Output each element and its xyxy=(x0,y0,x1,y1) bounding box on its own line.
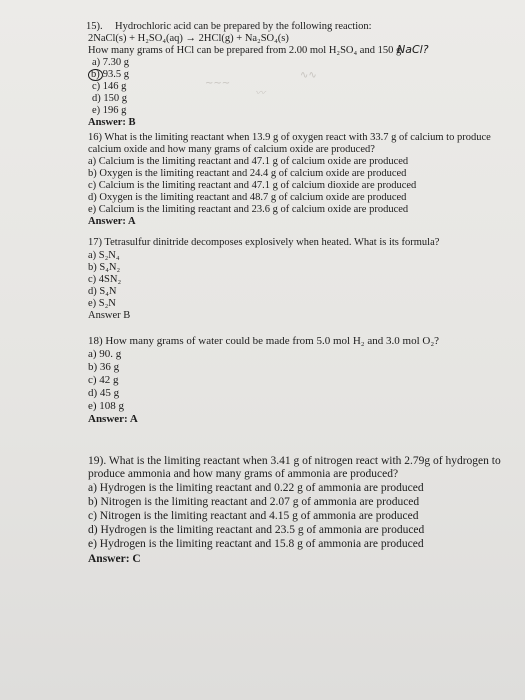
q18-option-a: a) 90. g xyxy=(88,348,122,360)
q19-option-d: d) Hydrogen is the limiting reactant and 23.5 g of ammonia are produced xyxy=(88,524,425,536)
pencil-scribble-mark: 〰 xyxy=(255,88,265,99)
q16-question-line-2: calcium oxide and how many grams of calcium oxide are produced? xyxy=(88,144,375,155)
q17-option-d: d) S₄N xyxy=(88,286,117,297)
q15-question: Hydrochloric acid can be prepared by the following reaction: xyxy=(115,21,372,32)
q19-question-line-1: 19). What is the limiting reactant when 3.41 g of nitrogen react with 2.79g of hydrogen to xyxy=(88,455,501,467)
q17-option-c: c) 4SN₂ xyxy=(88,274,122,285)
q15-option-a: a) 7.30 g xyxy=(92,57,130,68)
q16-option-c: c) Calcium is the limiting reactant and 47.1 g of calcium dioxide are produced xyxy=(88,180,417,191)
q16-option-e: e) Calcium is the limiting reactant and 23.6 g of calcium oxide are produced xyxy=(88,204,409,215)
q15-handwritten-note: NaCl? xyxy=(397,43,429,56)
q17-option-b: b) S₄N₂ xyxy=(88,262,121,273)
q18-option-e: e) 108 g xyxy=(88,400,125,412)
q18-question: 18) How many grams of water could be made from 5.0 mol H₂ and 3.0 mol O₂? xyxy=(88,335,440,347)
q18-option-d: d) 45 g xyxy=(88,387,120,399)
q16-answer: Answer: A xyxy=(88,216,136,227)
q19-option-a: a) Hydrogen is the limiting reactant and 0.22 g of ammonia are produced xyxy=(88,482,424,494)
q15-option-b: b) 93.5 g xyxy=(88,69,129,81)
q15-option-c: c) 146 g xyxy=(92,81,127,92)
q15-option-d: d) 150 g xyxy=(92,93,127,104)
q17-answer: Answer B xyxy=(88,310,131,321)
q17-question: 17) Tetrasulfur dinitride decomposes explosively when heated. What is its formula? xyxy=(88,237,440,248)
q15-number: 15). xyxy=(86,21,103,32)
pencil-scribble-mark: ~~~ xyxy=(205,78,231,89)
q19-question-line-2: produce ammonia and how many grams of ammonia are produced? xyxy=(88,468,399,480)
q18-option-c: c) 42 g xyxy=(88,374,119,386)
q16-question-line-1: 16) What is the limiting reactant when 13.9 g of oxygen react with 33.7 g of calcium to produce xyxy=(88,132,491,143)
pencil-scribble-mark: ∿∿ xyxy=(300,70,317,81)
q15-option-e: e) 196 g xyxy=(92,105,127,116)
q15-prompt: How many grams of HCl can be prepared from 2.00 mol H₂SO₄ and 150 g xyxy=(88,45,402,56)
circled-answer-mark: b) xyxy=(88,69,103,81)
q19-option-b: b) Nitrogen is the limiting reactant and 2.07 g of ammonia are produced xyxy=(88,496,420,508)
q16-option-b: b) Oxygen is the limiting reactant and 24.4 g of calcium oxide are produced xyxy=(88,168,407,179)
q19-option-c: c) Nitrogen is the limiting reactant and 4.15 g of ammonia are produced xyxy=(88,510,419,522)
q18-option-b: b) 36 g xyxy=(88,361,120,373)
q16-option-a: a) Calcium is the limiting reactant and 47.1 g of calcium oxide are produced xyxy=(88,156,409,167)
q16-option-d: d) Oxygen is the limiting reactant and 48.7 g of calcium oxide are produced xyxy=(88,192,407,203)
q15-answer: Answer: B xyxy=(88,117,136,128)
q17-option-e: e) S₂N xyxy=(88,298,116,309)
q19-option-e: e) Hydrogen is the limiting reactant and 15.8 g of ammonia are produced xyxy=(88,538,424,550)
q19-answer: Answer: C xyxy=(88,553,141,565)
q15-equation: 2NaCl(s) + H₂SO₄(aq) → 2HCl(g) + Na₂SO₄(s) xyxy=(88,33,289,44)
q17-option-a: a) S₂N₄ xyxy=(88,250,120,261)
q18-answer: Answer: A xyxy=(88,413,138,425)
